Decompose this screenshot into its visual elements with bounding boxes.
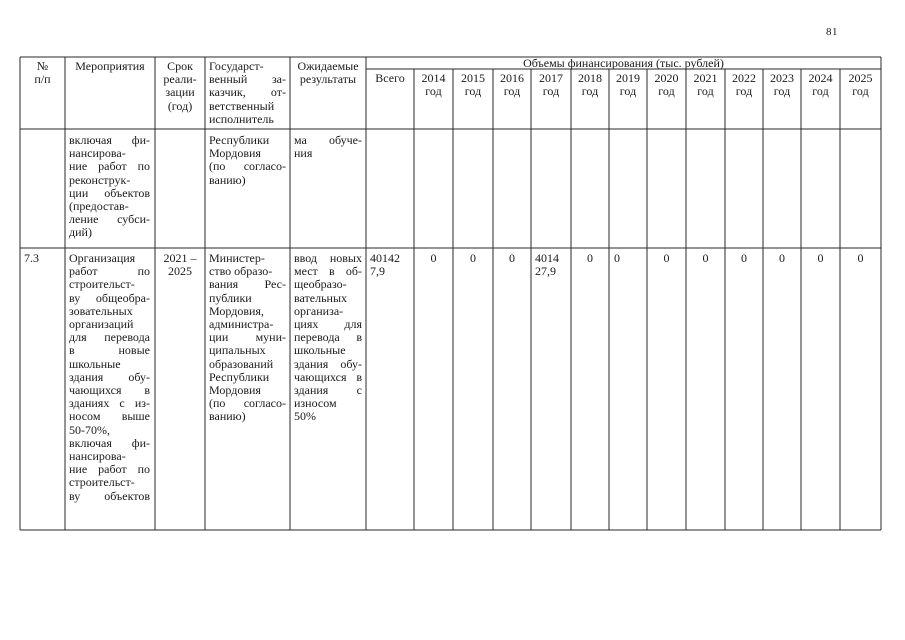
header-total: Всего	[375, 71, 405, 85]
header-year-2025: 2025 год	[848, 71, 873, 99]
table-row-2-value-2016: 0	[509, 251, 515, 265]
table-row-1-customer: Республики Мордовия (по согласо- ванию)	[209, 133, 286, 187]
table-row-2-value-2023: 0	[779, 251, 785, 265]
table-row-2-value-2021: 0	[702, 251, 709, 265]
table-row-2-value-2017: 4014 27,9	[535, 251, 559, 279]
page-number: 81	[826, 26, 838, 38]
header-year-2021: 2021 год	[693, 71, 718, 99]
header-year-2020: 2020 год	[654, 71, 679, 99]
table-row-1-event: включая фи- нансирова- ние работ по реконструк- ции объектов (предостав- ление субси- дий)	[69, 133, 150, 240]
table-row-2-value-2024: 0	[817, 251, 824, 265]
header-year-2019: 2019 год	[616, 71, 640, 99]
header-year-2023: 2023 год	[770, 71, 794, 99]
header-col-event: Мероприятия	[75, 59, 145, 73]
table-row-2-value-2018: 0	[587, 251, 593, 265]
table-row-2-value-2015: 0	[470, 251, 476, 265]
table-row-2-term: 2021 – 2025	[163, 251, 197, 279]
table-row-2-value-2025: 0	[857, 251, 864, 265]
header-col-customer: Государст- венный за- казчик, от- ветственный исполнитель	[209, 59, 286, 126]
header-col-term: Срок реали- зации (год)	[163, 59, 197, 113]
header-year-2018: 2018 год	[578, 71, 602, 99]
header-year-2017: 2017 год	[539, 71, 563, 99]
header-financing-title: Объемы финансирования (тыс. рублей)	[523, 56, 724, 70]
header-col-results: Ожидаемые результаты	[297, 59, 359, 87]
header-year-2014: 2014 год	[421, 71, 446, 99]
header-year-2024: 2024 год	[808, 71, 833, 99]
table-row-1-results: ма обуче- ния	[294, 133, 362, 161]
table-row-2-number: 7.3	[24, 251, 39, 265]
table-row-2-results: ввод новых мест в об- щеобразо- вательных организа- циях для перевода в школьные здания обу- чающихся в здания с износом 50%	[294, 251, 362, 424]
header-year-2022: 2022 год	[732, 71, 756, 99]
table-row-2-customer: Министер- ство образо- вания Рес- публики Мордовия, администра- ции муни- ципальных образований Республики Мордовия (по согласо- ванию)	[209, 251, 286, 424]
table-row-2-value-2020: 0	[663, 251, 670, 265]
table-row-2-value-2019: 0	[614, 251, 620, 265]
table-row-2-event: Организация работ по строительст- ву общеобра- зовательных организаций для перевода в новые школьные здания обу- чающихся в зданиях с из- носом выше 50-70%, включая фи- нансирова- ние работ по строительст- ву объектов	[69, 251, 150, 503]
header-year-2015: 2015 год	[461, 71, 485, 99]
table-row-2-value-2022: 0	[741, 251, 747, 265]
table-row-2-value-2014: 0	[430, 251, 437, 265]
header-col-number: № п/п	[34, 59, 51, 87]
table-row-2-total: 40142 7,9	[370, 251, 400, 279]
header-year-2016: 2016 год	[500, 71, 524, 99]
